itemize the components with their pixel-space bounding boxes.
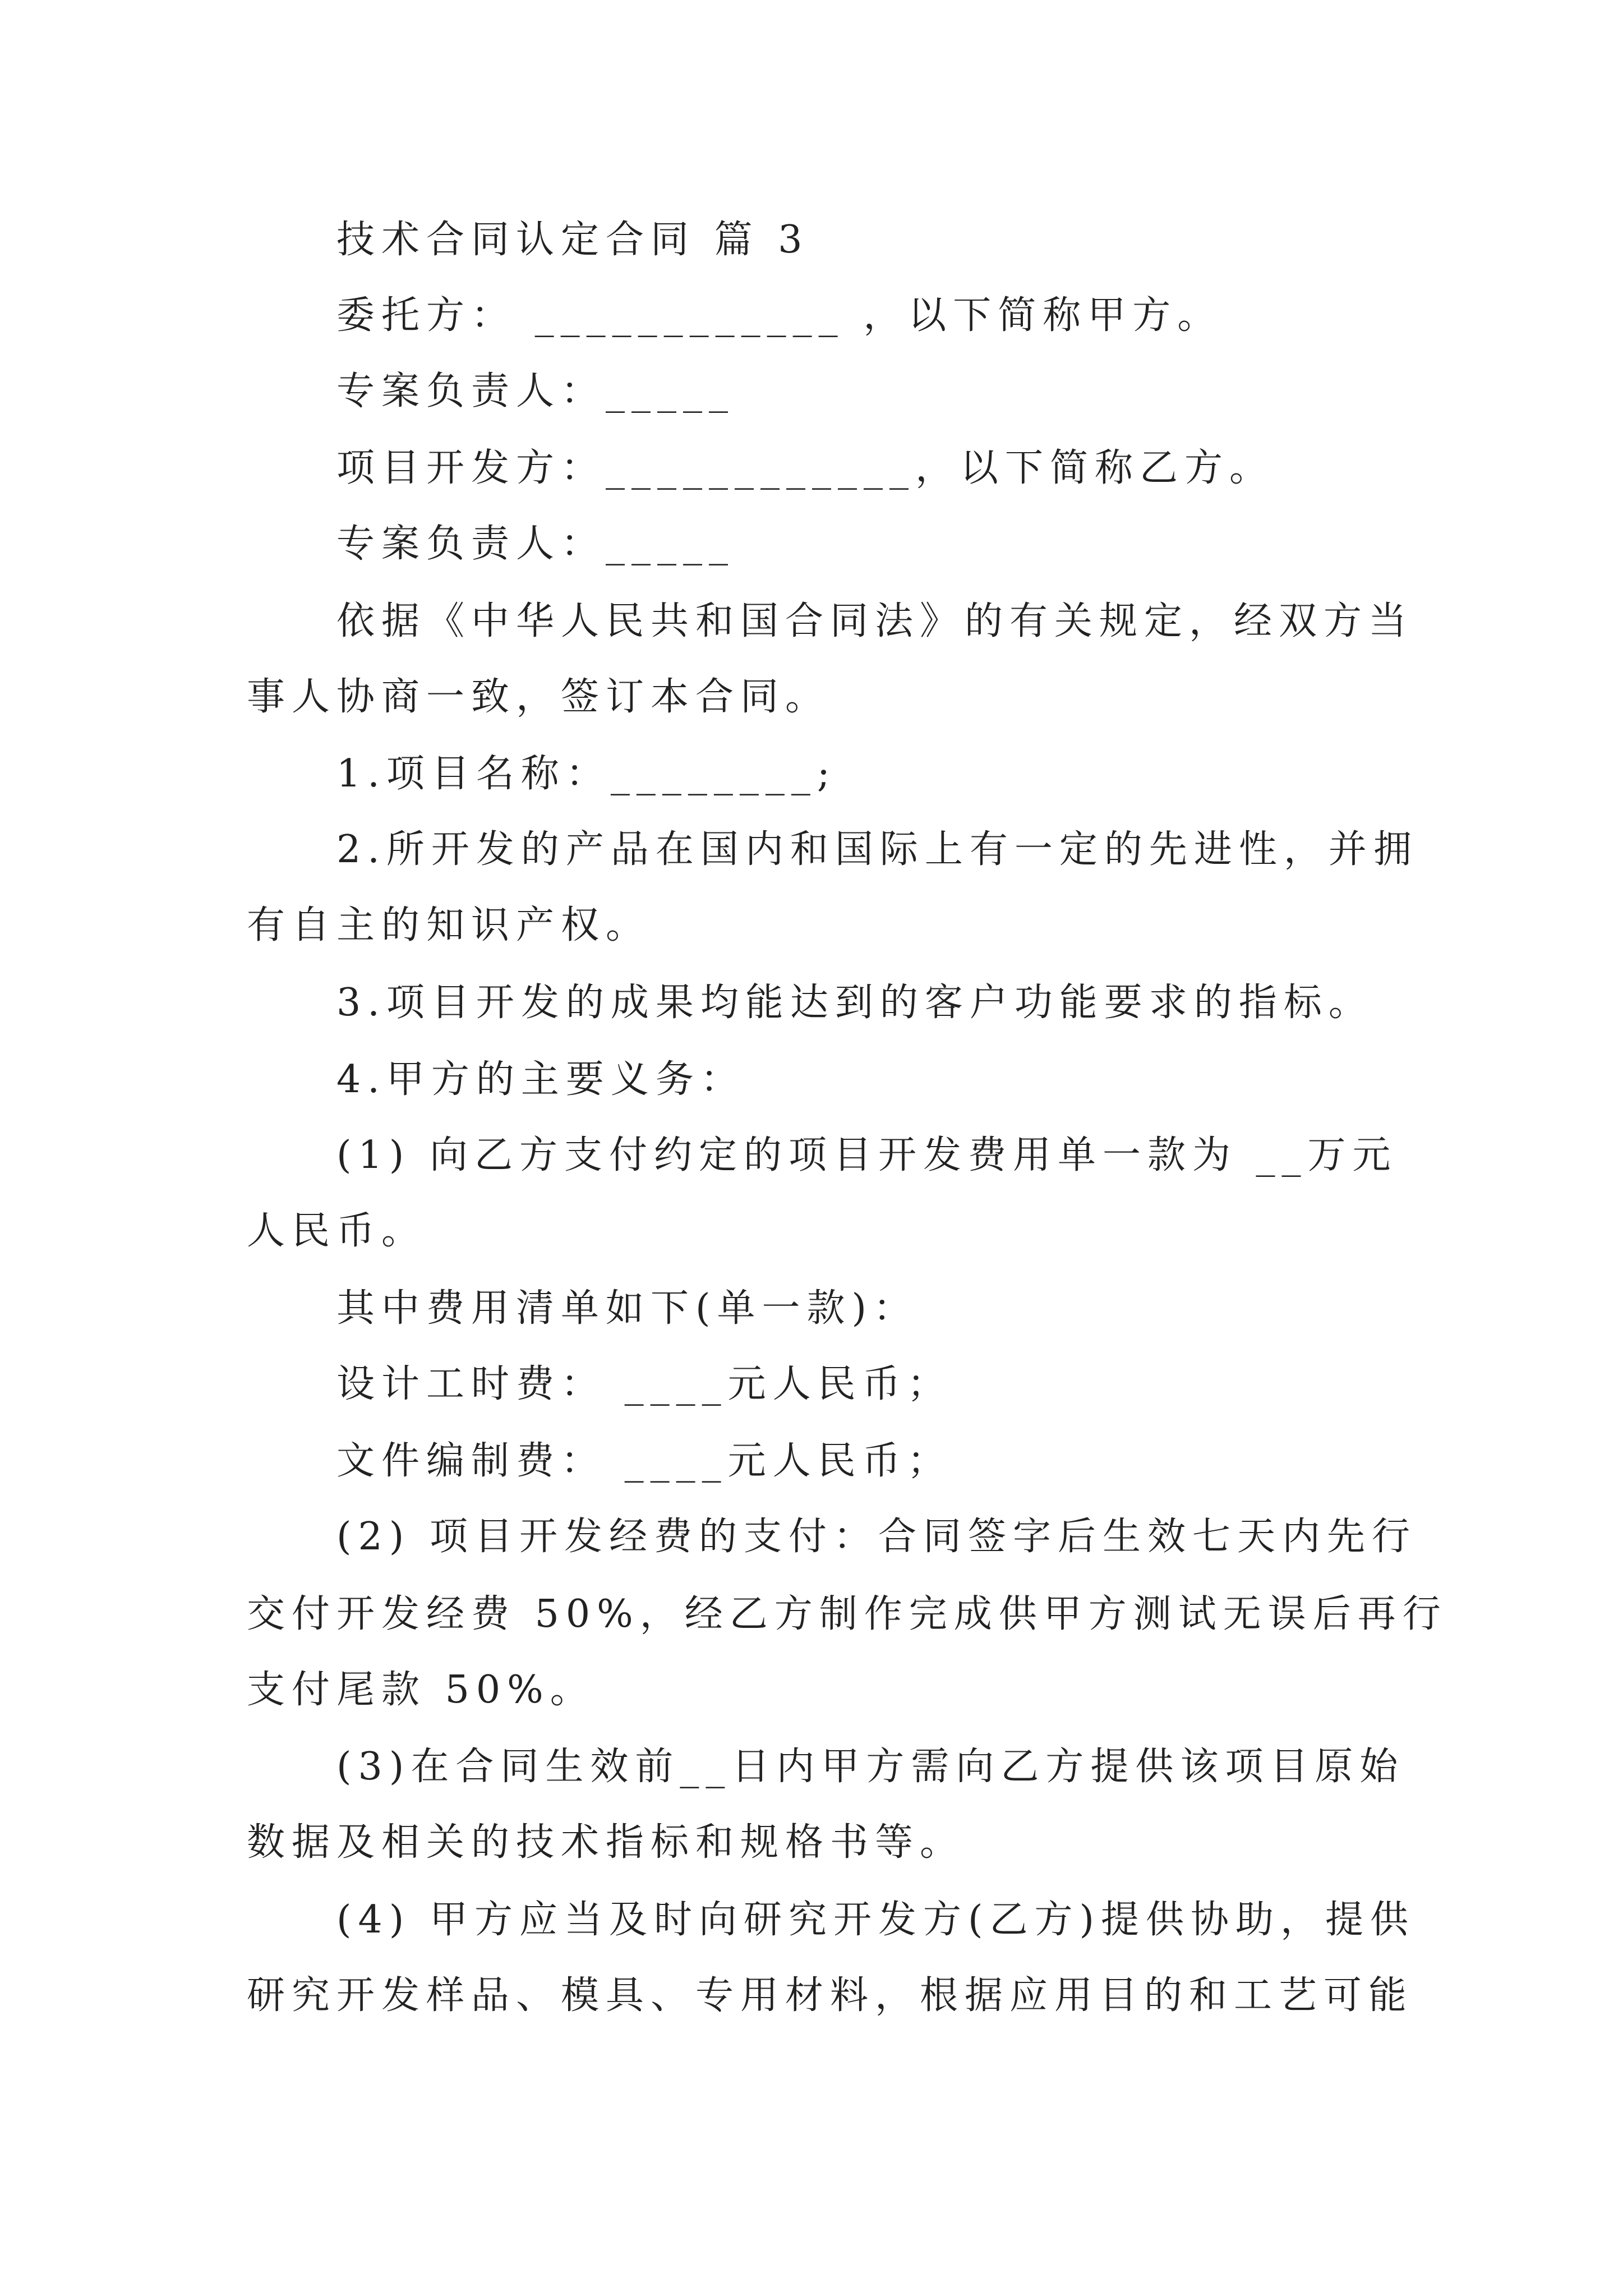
document-title: 技术合同认定合同 篇 3	[336, 218, 809, 262]
clause-3-line: 3.项目开发的成果均能达到的客户功能要求的指标。	[336, 981, 1373, 1025]
design-hours-fee-line: 设计工时费： ____元人民币；	[336, 1362, 952, 1406]
client-party-line: 委托方： ____________ ，以下简称甲方。	[336, 293, 1223, 338]
clause-2-line-2: 有自主的知识产权。	[247, 903, 651, 947]
clause-4-2-line-2: 交付开发经费 50%，经乙方制作完成供甲方测试无误后再行	[247, 1592, 1447, 1636]
developer-party-line: 项目开发方：____________，以下简称乙方。	[336, 446, 1275, 490]
fee-list-heading: 其中费用清单如下(单一款)：	[336, 1286, 919, 1331]
clause-4-2-line-1: (2) 项目开发经费的支付：合同签字后生效七天内先行	[336, 1515, 1417, 1559]
clause-4-4-line-1: (4) 甲方应当及时向研究开发方(乙方)提供协助，提供	[336, 1898, 1415, 1942]
clause-2-line-1: 2.所开发的产品在国内和国际上有一定的先进性，并拥	[336, 827, 1418, 872]
clause-4-1-line-2: 人民币。	[247, 1209, 427, 1253]
preamble-line-1: 依据《中华人民共和国合同法》的有关规定，经双方当	[336, 599, 1414, 643]
clause-4-1-line-1: (1) 向乙方支付约定的项目开发费用单一款为 __万元	[336, 1133, 1398, 1177]
clause-4-4-line-2: 研究开发样品、模具、专用材料，根据应用目的和工艺可能	[247, 1973, 1414, 2018]
preamble-line-2: 事人协商一致，签订本合同。	[247, 675, 831, 719]
developer-project-lead-line: 专案负责人：_____	[336, 522, 735, 566]
clause-4-heading: 4.甲方的主要义务：	[336, 1057, 745, 1102]
client-project-lead-line: 专案负责人：_____	[336, 369, 735, 413]
documentation-fee-line: 文件编制费： ____元人民币；	[336, 1439, 952, 1483]
clause-1-line: 1.项目名称：________;	[336, 752, 837, 796]
clause-4-2-line-3: 支付尾款 50%。	[247, 1668, 595, 1712]
clause-4-3-line-1: (3)在合同生效前__日内甲方需向乙方提供该项目原始	[336, 1745, 1405, 1789]
clause-4-3-line-2: 数据及相关的技术指标和规格书等。	[247, 1820, 965, 1865]
